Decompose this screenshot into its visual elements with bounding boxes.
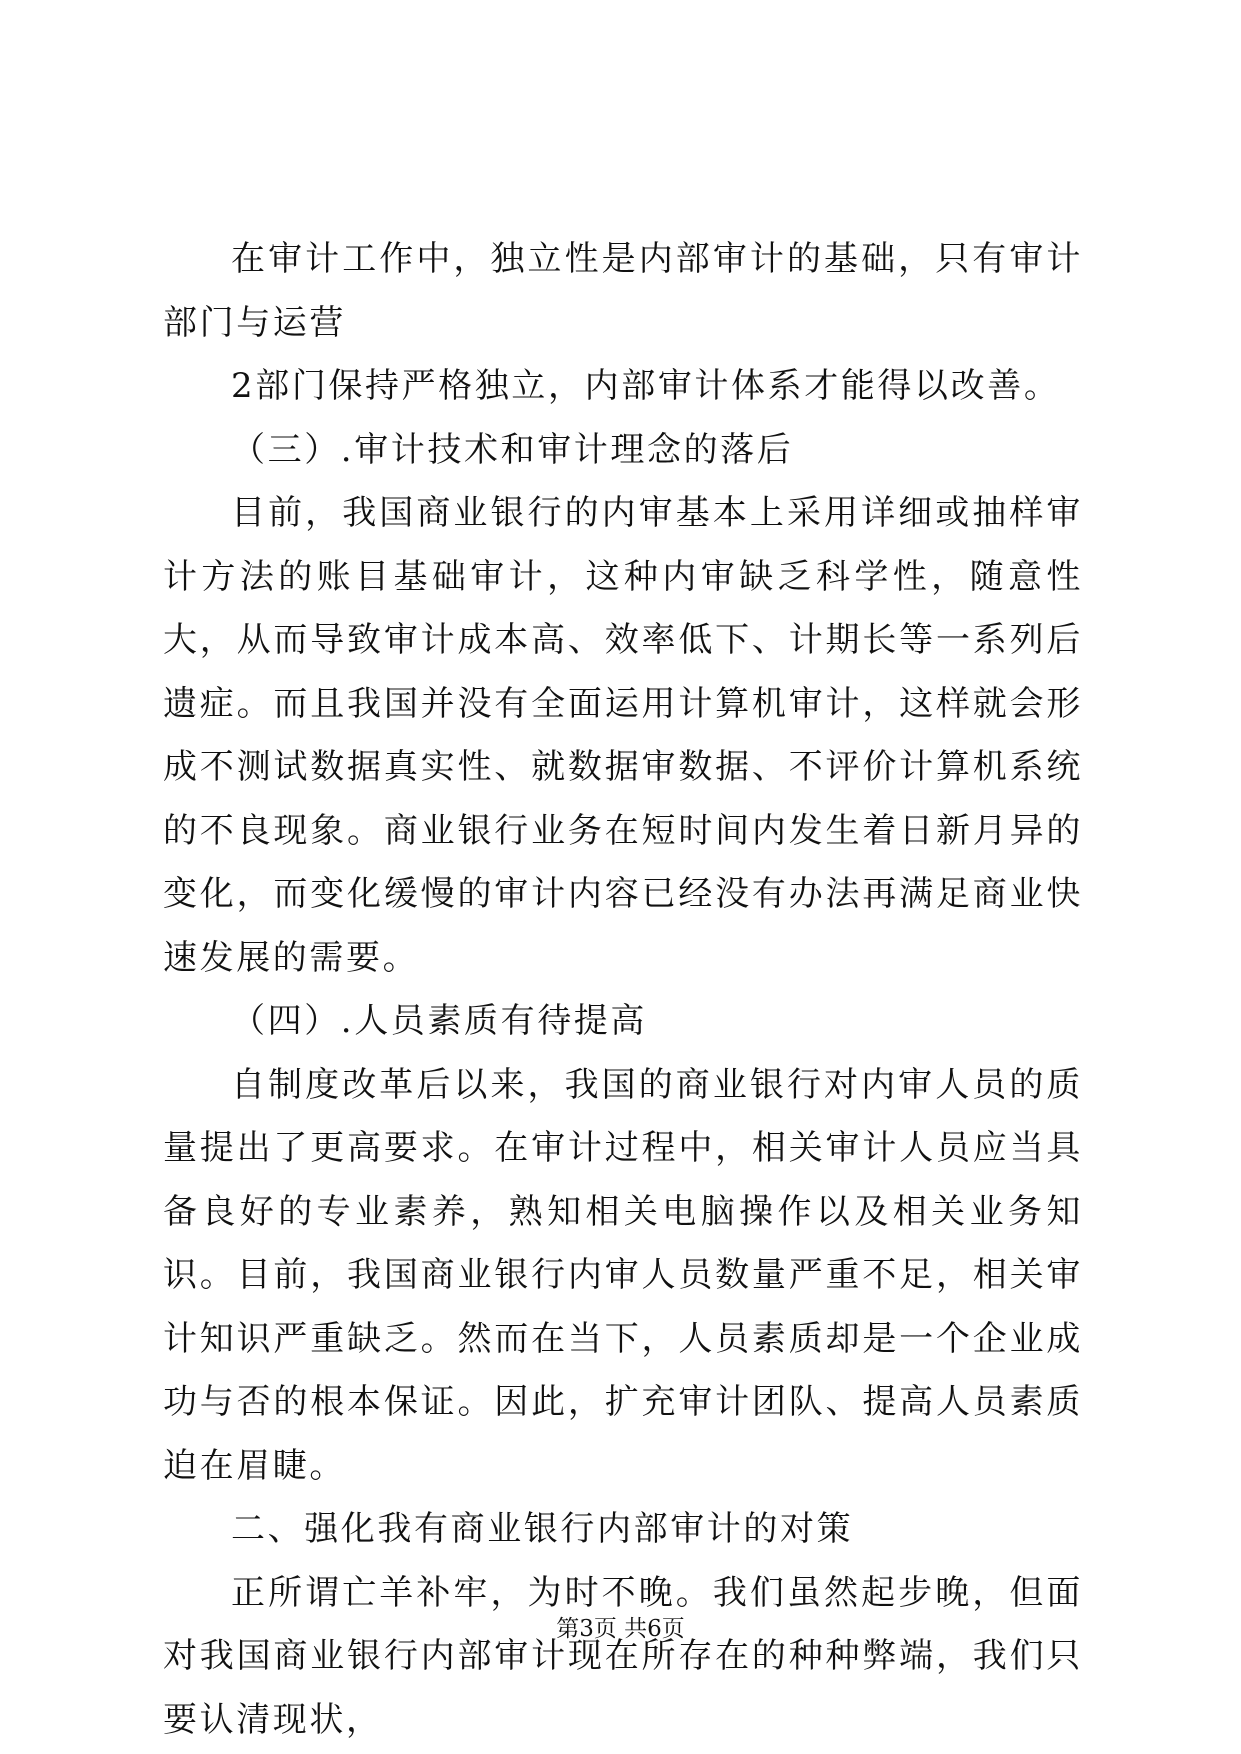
- paragraph: 2部门保持严格独立，内部审计体系才能得以改善。: [231, 366, 1061, 406]
- page-number-footer: 第3页 共6页: [556, 1616, 685, 1642]
- paragraph: 在审计工作中，独立性是内部审计的基础，只有审计部门与运营: [163, 239, 1083, 343]
- document-body: [163, 228, 1083, 1752]
- paragraph: 自制度改革后以来，我国的商业银行对内审人员的质量提出了更高要求。在审计过程中，相关审计人员应当具备良好的专业素养，熟知相关电脑操作以及相关业务知识。目前，我国商业银行内审人员数量严重不足，相关审计知识严重缺乏。然而在当下，人员素质却是一个企业成功与否的根本保证。因此，扩充审计团队、提高人员素质迫在眉睫。: [163, 1064, 1083, 1486]
- section-heading: （三）.审计技术和审计理念的落后: [231, 429, 794, 470]
- section-heading: （四）.人员素质有待提高: [231, 1001, 648, 1041]
- paragraph: 正所谓亡羊补牢，为时不晚。我们虽然起步晚，但面对我国商业银行内部审计现在所存在的种种弊端，我们只要认清现状，: [163, 1572, 1083, 1740]
- paragraph: 目前，我国商业银行的内审基本上采用详细或抽样审计方法的账目基础审计，这种内审缺乏科学性，随意性大，从而导致审计成本高、效率低下、计期长等一系列后遗症。而且我国并没有全面运用计算机审计，这样就会形成不测试数据真实性、就数据审数据、不评价计算机系统的不良现象。商业银行业务在短时间内发生着日新月异的变化，而变化缓慢的审计内容已经没有办法再满足商业快速发展的需要。: [163, 493, 1083, 978]
- section-heading: 二、强化我有商业银行内部审计的对策: [231, 1509, 854, 1549]
